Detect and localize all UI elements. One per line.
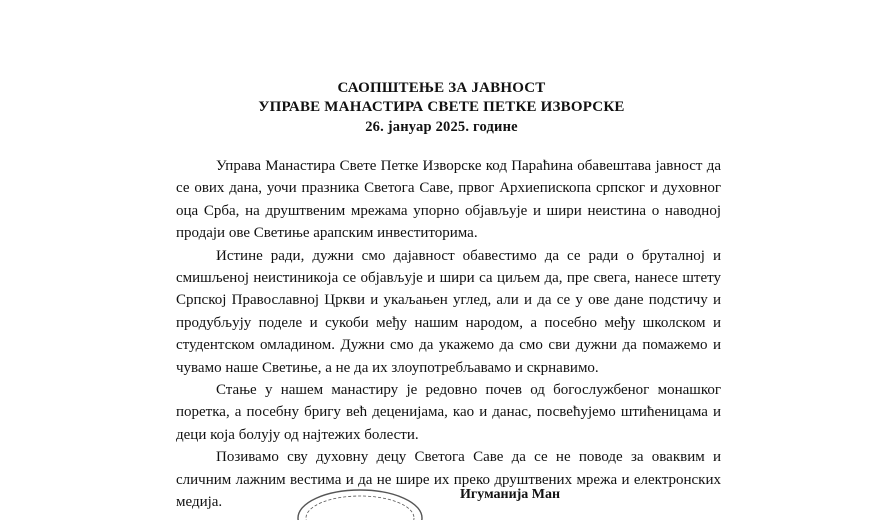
paragraph-3: Стање у нашем манастиру је редовно почев од богослужбеног монашког поретка, а посебну бригу већ деценијама, као и данас, посвећујемо штићеницама и деци која болују од најтежих болести. [176, 382, 721, 443]
signature-line: Игуманија Ман [460, 487, 561, 502]
document-date: 26. јануар 2025. године [365, 119, 518, 135]
document-body [176, 155, 721, 514]
paragraph-1: Управа Манастира Свете Петке Изворске код Параћина обавештава јавност да се ових дана, уочи празника Светога Саве, првог Архиепископа српског и духовног оца Срба, на друштвеним мрежама упорно објављује и шири неистина о наводној продаји ове Светиње арапским инвеститорима. [176, 158, 721, 242]
paragraph-2: Истине ради, дужни смо дајавност обавестимо да се ради о бруталној и смишљеној неистиникоја се објављује и шири са циљем да, пре свега, нанесе штету Српској Православној Цркви и укаљањен углед, али и да се у ове дане подстичу и продубљују поделе и сукоби међу нашим народом, а посебно међу школском и студентском омладином. Дужни смо да укажемо да смо сви дужни да помажемо и чувамо наше Светиње, а не да их злоупотребљавамо и скрнавимо. [176, 247, 721, 376]
document-title: САОПШТЕЊЕ ЗА ЈАВНОСТ [337, 80, 546, 96]
monastery-seal-icon [290, 480, 430, 520]
paragraph-4: Позивамо сву духовну децу Светога Саве да се не поводе за оваквим и сличним лажним вестима и да не шире их преко друштвених мрежа и електронских медија. [176, 449, 721, 511]
document-subtitle: УПРАВЕ МАНАСТИРА СВЕТЕ ПЕТКЕ ИЗВОРСКЕ [258, 99, 625, 115]
